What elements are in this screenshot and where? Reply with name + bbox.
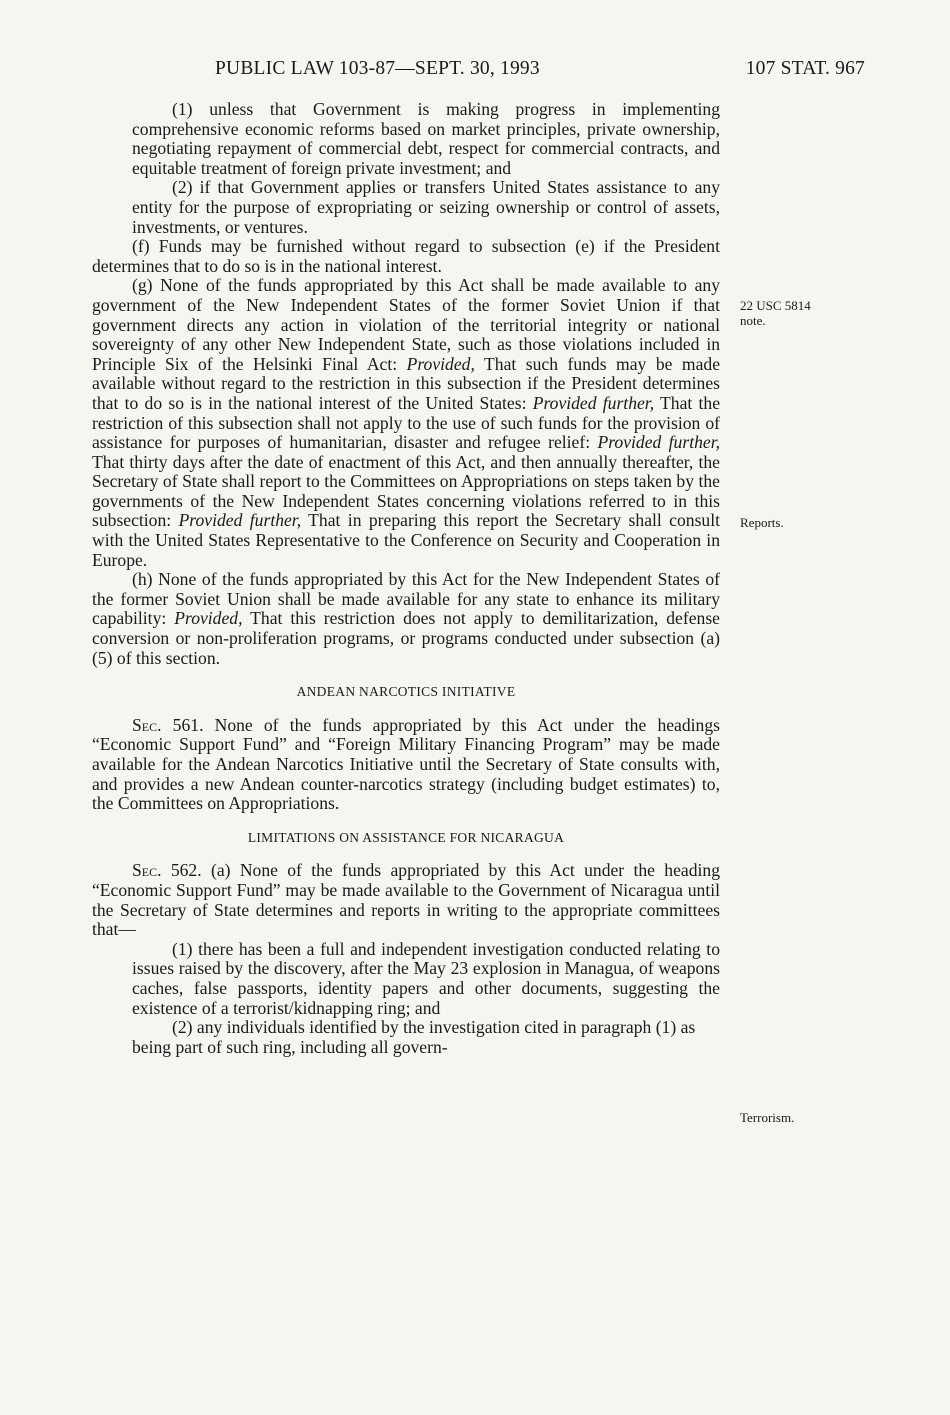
margin-note-usc-line2: note. (740, 313, 766, 328)
page-header (215, 58, 865, 86)
proviso-2: Provided further, (532, 392, 655, 413)
paragraph-2-text: (2) if that Government applies or transfers United States assistance to any entity for the purpose of expropriating or seizing ownership or control of assets, investments, or ventures. (132, 177, 720, 237)
section-562 (92, 861, 720, 939)
subsection-g-text-1: (g) None of the funds appropriated by this Act shall be made available to any government of the New Independent States of the former Soviet Union if that government directs any action in violation of the territorial integrity or national sovereignty of any other New Independent State, such as those violations included in Principle Six of the Helsinki Final Act: (92, 275, 720, 374)
heading-nicaragua: LIMITATIONS ON ASSISTANCE FOR NICARAGUA (247, 829, 565, 845)
subsection-f (92, 237, 720, 276)
section-562-label: Sec. 562. (132, 860, 202, 881)
section-561-text: None of the funds appropriated by this Act under the headings “Economic Support Fund” and “Foreign Military Financing Program” may be made available for the Andean Narcotics Initiative until the Secretary of State consults with, and provides a new Andean counter-narcotics strategy (including budget estimates) to, the Committees on Appropriations. (92, 714, 720, 814)
subsection-g-text-5: That in preparing this report the Secretary shall consult with the United States Representative to the Conference on Security and Cooperation in Europe. (92, 510, 720, 570)
proviso-h: Provided, (174, 608, 243, 629)
proviso-1: Provided, (406, 353, 475, 374)
header-stat-page: 107 STAT. 967 (745, 58, 865, 79)
margin-note-usc-line1: 22 USC 5814 (740, 298, 811, 313)
margin-note-reports: Reports. (740, 515, 784, 530)
section-561-label: Sec. 561. (132, 714, 204, 735)
paragraph-2 (92, 178, 720, 237)
subsection-g-text-2: That such funds may be made available without regard to the restriction in this subsection if the President determines that to do so is in the national interest of the United States: (92, 353, 720, 413)
section-562-item-1-text: (1) there has been a full and independent investigation conducted relating to issues raised by the discovery, after the May 23 explosion in Managua, of weapons caches, false passports, identity papers and other documents, suggesting the existence of a terrorist/kidnapping ring; and (132, 938, 720, 1018)
proviso-4: Provided further, (178, 510, 302, 531)
paragraph-1 (92, 100, 720, 178)
subsection-f-text: (f) Funds may be furnished without regard to subsection (e) if the President determines that to do so is in the national interest. (92, 236, 720, 276)
proviso-3: Provided further, (597, 432, 720, 453)
header-public-law: PUBLIC LAW 103-87—SEPT. 30, 1993 (215, 58, 540, 79)
section-562-text: (a) None of the funds appropriated by this Act under the heading “Economic Support Fund” may be made available to the Government of Nicaragua until the Secretary of State determines and reports in writing to the appropriate committees that— (92, 860, 720, 940)
paragraph-1-text: (1) unless that Government is making progress in implementing comprehensive economic reforms based on market principles, private ownership, negotiating repayment of commercial debt, respect for commercial contracts, and equitable treatment of foreign private investment; and (132, 99, 720, 178)
document-body (92, 100, 720, 1057)
subsection-h (92, 570, 720, 668)
section-562-item-2 (92, 1018, 720, 1057)
subsection-h-text-2: That this restriction does not apply to demilitarization, defense conversion or non-proliferation programs, or programs conducted under subsection (a)(5) of this section. (92, 608, 720, 668)
section-562-item-2-text: (2) any individuals identified by the investigation cited in paragraph (1) as being part of such ring, including all govern- (132, 1017, 696, 1057)
subsection-g-text-3: That the restriction of this subsection shall not apply to the use of such funds for the provision of assistance for purposes of humanitarian, disaster and refugee relief: (92, 392, 720, 453)
subsection-h-text-1: (h) None of the funds appropriated by this Act for the New Independent States of the former Soviet Union shall be made available for any state to enhance its military capability: (92, 569, 720, 629)
subsection-g-text-4: That thirty days after the date of enactment of this Act, and then annually thereafter, the Secretary of State shall report to the Committees on Appropriations on steps taken by the governments of the New Independent States concerning violations referred to in this subsection: (92, 451, 720, 531)
heading-andean: ANDEAN NARCOTICS INITIATIVE (296, 684, 516, 700)
section-562-item-1 (92, 940, 720, 1018)
subsection-g (92, 276, 720, 570)
margin-note-usc (740, 298, 811, 328)
section-561 (92, 716, 720, 814)
margin-note-terrorism: Terrorism. (740, 1110, 795, 1125)
